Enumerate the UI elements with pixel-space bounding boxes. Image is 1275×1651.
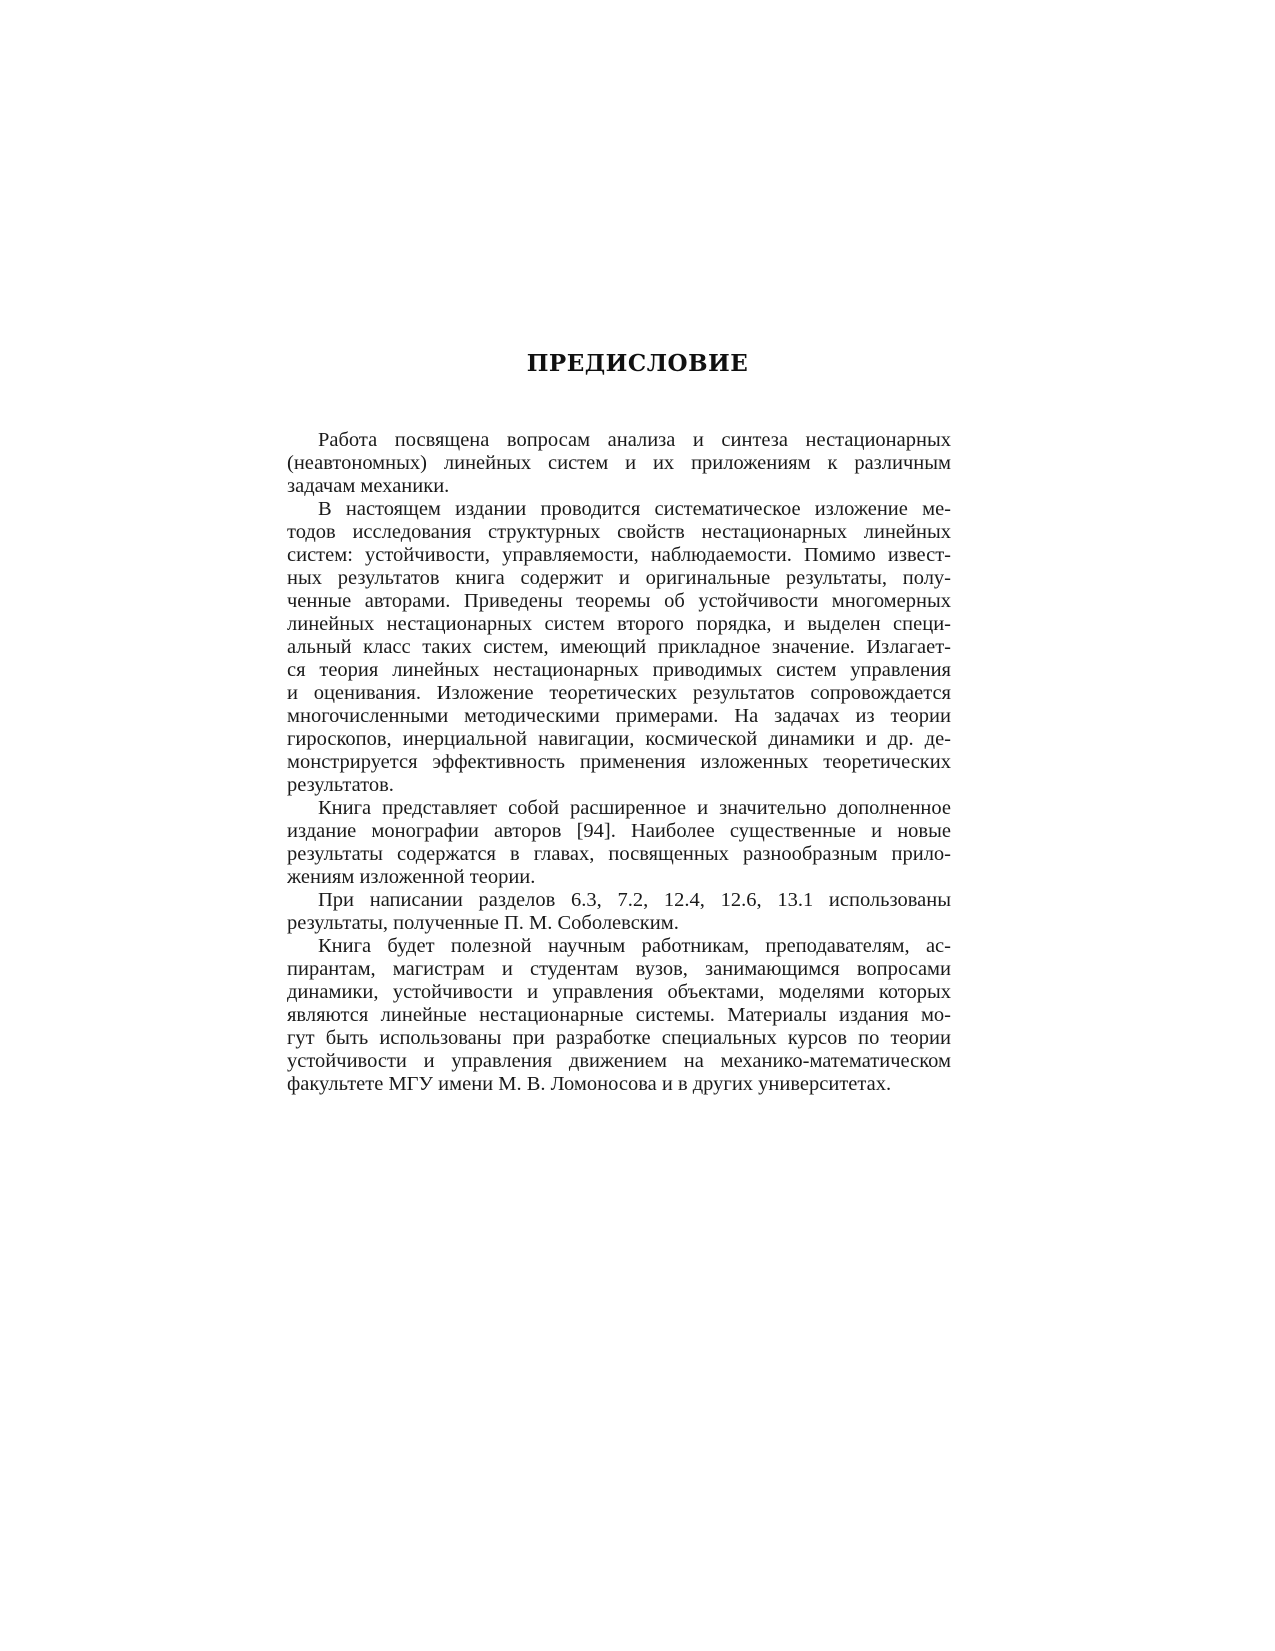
paragraph-line: монстрируется эффективность применения изложенных теоретических — [287, 751, 951, 773]
paragraph — [287, 797, 951, 889]
paragraph-line: результаты содержатся в главах, посвященных разнообразным прило- — [287, 843, 951, 865]
paragraph-line: тодов исследования структурных свойств нестационарных линейных — [287, 521, 951, 543]
paragraph-line: издание монографии авторов [94]. Наиболее существенные и новые — [287, 820, 951, 842]
page-title: ПРЕДИСЛОВИЕ — [526, 350, 749, 377]
paragraph-line: динамики, устойчивости и управления объектами, моделями которых — [287, 981, 951, 1003]
paragraph-line: При написании разделов 6.3, 7.2, 12.4, 12.6, 13.1 использованы — [318, 889, 951, 911]
paragraph-line: многочисленными методическими примерами. На задачах из теории — [287, 705, 951, 727]
paragraph-line: (неавтономных) линейных систем и их приложениям к различным — [287, 452, 951, 474]
paragraph — [287, 935, 951, 1096]
paragraph-line: Работа посвящена вопросам анализа и синтеза нестационарных — [318, 429, 951, 451]
paragraph-line: Книга представляет собой расширенное и значительно дополненное — [318, 797, 951, 819]
paragraph-line: гироскопов, инерциальной навигации, космической динамики и др. де- — [287, 728, 951, 750]
preface-body — [287, 429, 951, 1096]
paragraph — [287, 889, 951, 935]
paragraph-line: ся теория линейных нестационарных приводимых систем управления — [287, 659, 951, 681]
paragraph-line: и оценивания. Изложение теоретических результатов сопровождается — [287, 682, 951, 704]
paragraph — [287, 429, 951, 498]
paragraph-line: результатов. — [287, 774, 394, 796]
paragraph-line: факультете МГУ имени М. В. Ломоносова и в других университетах. — [287, 1073, 892, 1095]
paragraph-line: ченные авторами. Приведены теоремы об устойчивости многомерных — [287, 590, 951, 612]
paragraph — [287, 498, 951, 797]
paragraph-line: гут быть использованы при разработке специальных курсов по теории — [287, 1027, 951, 1049]
paragraph-line: являются линейные нестационарные системы. Материалы издания мо- — [287, 1004, 951, 1026]
paragraph-line: линейных нестационарных систем второго порядка, и выделен специ- — [287, 613, 951, 635]
paragraph-line: Книга будет полезной научным работникам, преподавателям, ас- — [318, 935, 951, 957]
paragraph-line: пирантам, магистрам и студентам вузов, занимающимся вопросами — [287, 958, 951, 980]
paragraph-line: ных результатов книга содержит и оригинальные результаты, полу- — [287, 567, 951, 589]
paragraph-line: В настоящем издании проводится систематическое изложение ме- — [318, 498, 951, 520]
paragraph-line: систем: устойчивости, управляемости, наблюдаемости. Помимо извест- — [287, 544, 951, 566]
paragraph-line: задачам механики. — [287, 475, 450, 497]
paragraph-line: устойчивости и управления движением на механико-математическом — [287, 1050, 951, 1072]
paragraph-line: жениям изложенной теории. — [287, 866, 536, 888]
paragraph-line: результаты, полученные П. М. Соболевским. — [287, 912, 679, 934]
paragraph-line: альный класс таких систем, имеющий прикладное значение. Излагает- — [287, 636, 951, 658]
